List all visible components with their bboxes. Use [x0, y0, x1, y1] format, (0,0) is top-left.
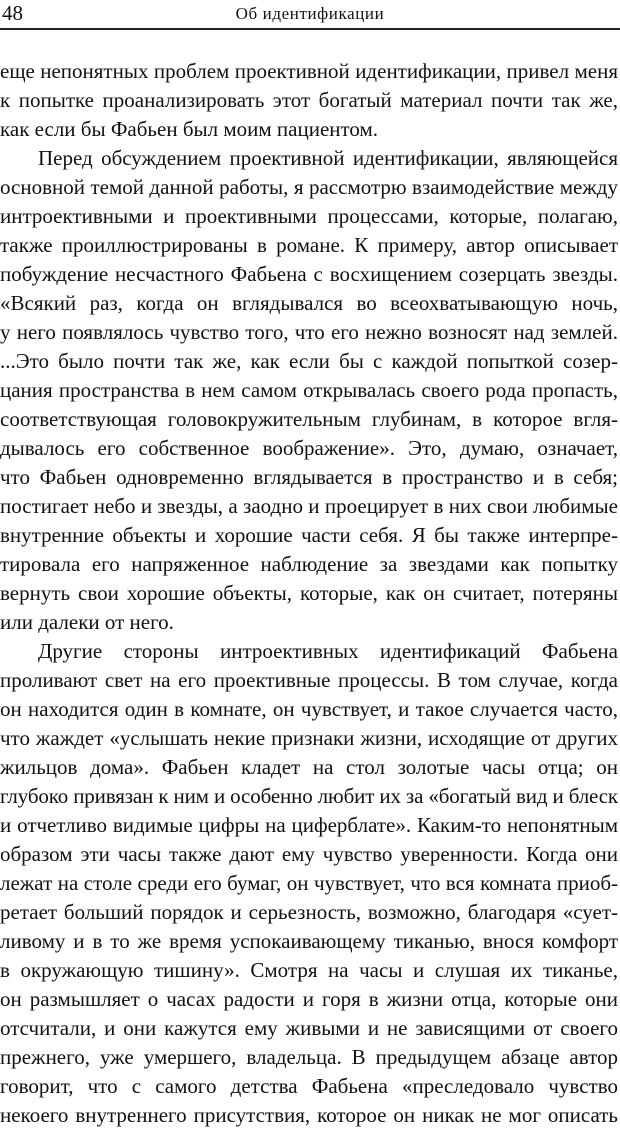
text-line: также проиллюстрированы в романе. К примеру, автор описывает: [0, 233, 618, 257]
text-line: у него появлялось чувство того, что его нежно возносят над землей.: [0, 320, 618, 344]
text-line: проливают свет на его проективные процессы. В том случае, когда: [0, 668, 618, 692]
text-line: жильцов дома». Фабьен кладет на стол золотые часы отца; он: [0, 755, 618, 779]
page-number: 48: [2, 1, 23, 25]
text-line: постигает небо и звезды, а заодно и проецирует в них свои любимые: [0, 494, 618, 518]
text-line: говорит, что с самого детства Фабьена «преследовало чувство: [0, 1074, 618, 1098]
text-line: образом эти часы также дают ему чувство уверенности. Когда они: [0, 842, 618, 866]
text-line: что жаждет «услышать некие признаки жизни, исходящие от других: [0, 726, 618, 750]
text-line: к попытке проанализировать этот богатый материал почти так же,: [0, 88, 618, 112]
text-line: Перед обсуждением проективной идентификации, являющейся: [38, 146, 618, 170]
text-line: интроективными и проективными процессами, которые, полагаю,: [0, 204, 618, 228]
text-line: в окружающую тишину». Смотря на часы и слушая их тиканье,: [0, 958, 618, 982]
text-line: дывалось его собственное воображение». Это, думаю, означает,: [0, 436, 618, 460]
text-line: тировала его напряженное наблюдение за звездами как попытку: [0, 552, 618, 576]
text-line: лежат на столе среди его бумаг, он чувствует, что вся комната приоб-: [0, 871, 618, 895]
header-rule: [0, 28, 620, 30]
text-line: вернуть свои хорошие объекты, которые, как он считает, потеряны: [0, 581, 618, 605]
text-line: еще непонятных проблем проективной идентификации, привел меня: [0, 59, 618, 83]
text-line: он находится один в комнате, он чувствует, и такое случается часто,: [0, 697, 618, 721]
text-line: основной темой данной работы, я рассмотрю взаимодействие между: [0, 175, 618, 199]
text-line: цания пространства в нем самом открывалась своего рода пропасть,: [0, 378, 618, 402]
text-line: Другие стороны интроективных идентификаций Фабьена: [38, 639, 618, 663]
running-head: Об идентификации: [235, 4, 385, 23]
text-line: отсчитали, и они кажутся ему живыми и не зависящими от своего: [0, 1016, 618, 1040]
text-line: побуждение несчастного Фабьена с восхищением созерцать звезды.: [0, 262, 618, 286]
text-line: ...Это было почти так же, как если бы с каждой попыткой созер-: [0, 349, 618, 373]
text-line: прежнего, уже умершего, владельца. В предыдущем абзаце автор: [0, 1045, 618, 1069]
text-line: некоего внутреннего присутствия, которое он никак не мог описать: [0, 1103, 618, 1127]
text-line: глубоко привязан к ним и особенно любит их за «богатый вид и блеск: [0, 784, 618, 808]
text-line: соответствующая головокружительным глубинам, в которое вгля-: [0, 407, 618, 431]
page-header: [0, 0, 620, 30]
text-line: он размышляет о часах радости и горя в жизни отца, которые они: [0, 987, 618, 1011]
text-line: «Всякий раз, когда он вглядывался во всеохватывающую ночь,: [0, 291, 618, 315]
text-line: внутренние объекты и хорошие части себя. Я бы также интерпре-: [0, 523, 618, 547]
text-line: ретает больший порядок и серьезность, возможно, благодаря «сует-: [0, 900, 618, 924]
text-line: и отчетливо видимые цифры на циферблате». Каким-то непонятным: [0, 813, 618, 837]
body-text: [0, 57, 618, 1130]
text-line: ливому и в то же время успокаивающему тиканью, внося комфорт: [0, 929, 618, 953]
text-line: как если бы Фабьен был моим пациентом.: [0, 117, 379, 141]
text-line: или далеки от него.: [0, 610, 174, 634]
text-line: что Фабьен одновременно вглядывается в пространство и в себя;: [0, 465, 618, 489]
